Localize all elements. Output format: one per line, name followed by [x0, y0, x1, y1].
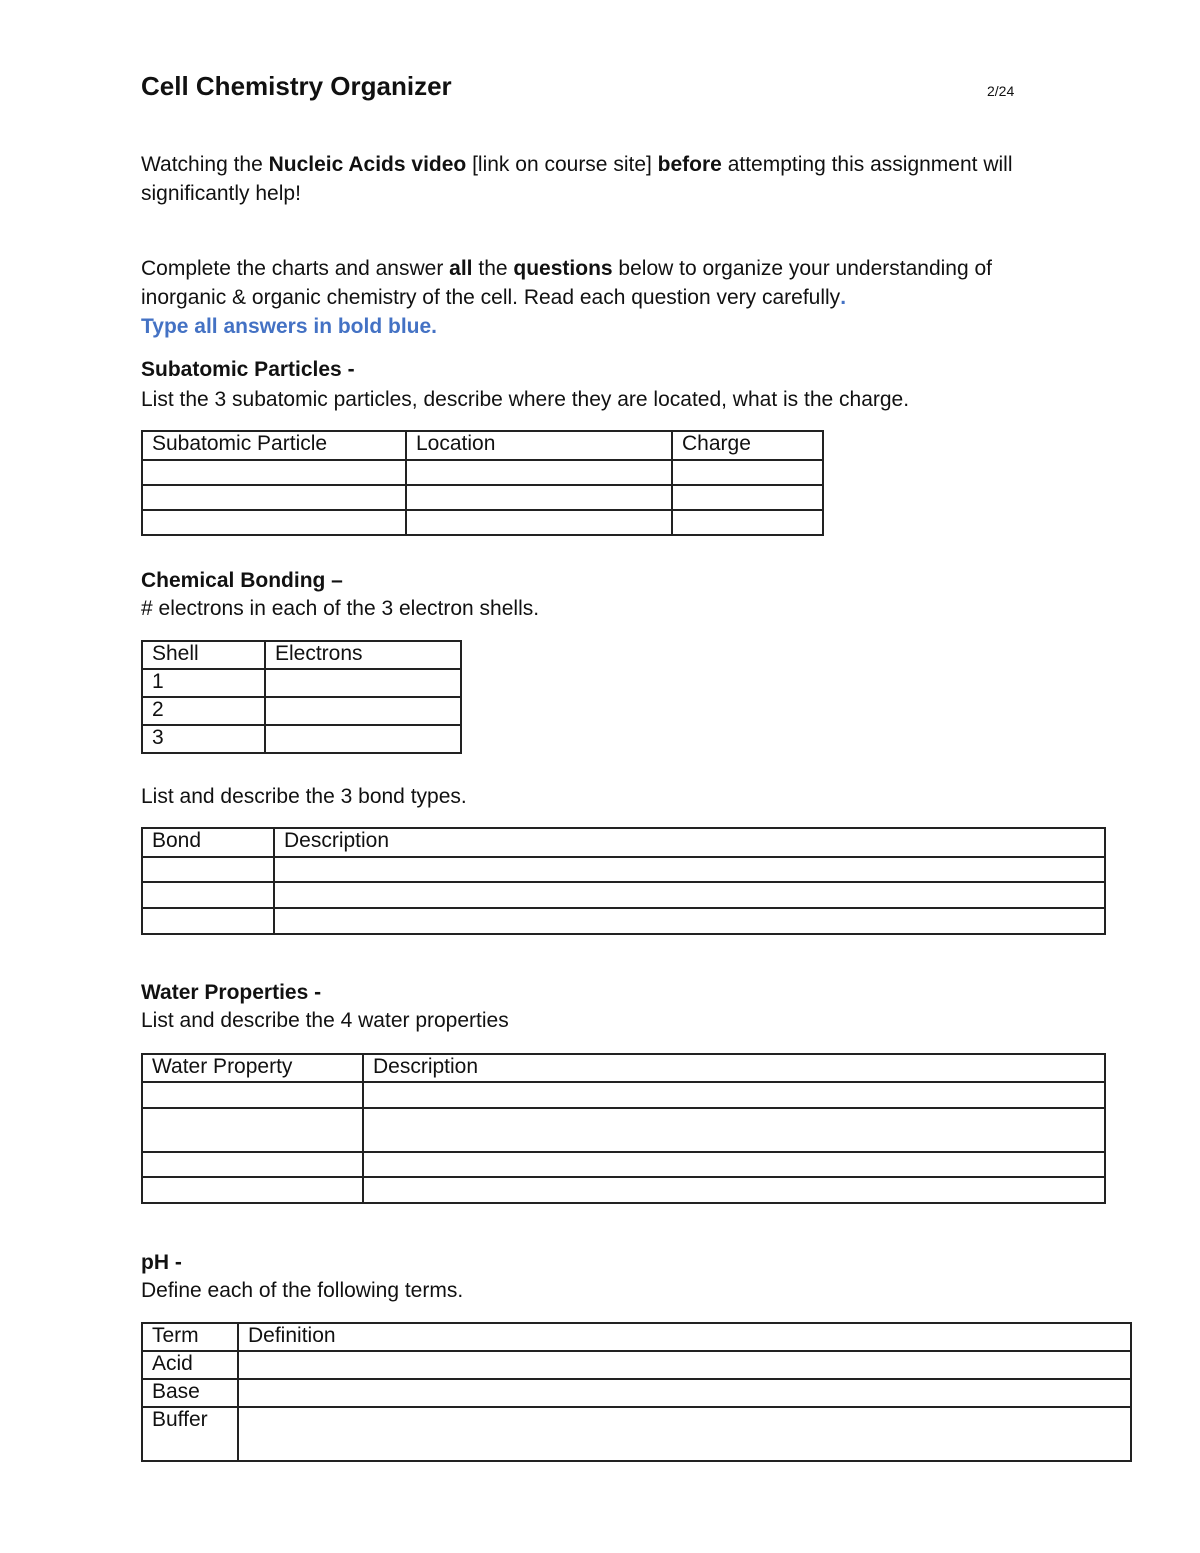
table-header-row: [142, 641, 461, 669]
bonding-instruction: # electrons in each of the 3 electron shells.: [141, 597, 540, 620]
answer-cell[interactable]: [672, 510, 823, 535]
table-row: [142, 1177, 1105, 1203]
answer-cell[interactable]: [274, 857, 1105, 882]
table-header-cell: Water Property: [142, 1054, 363, 1082]
answer-cell[interactable]: [274, 908, 1105, 934]
answer-cell[interactable]: [406, 485, 672, 510]
answer-cell[interactable]: [265, 669, 461, 697]
answer-cell[interactable]: [142, 485, 406, 510]
intro-bold-text: Nucleic Acids video: [268, 153, 467, 176]
answer-cell[interactable]: [142, 510, 406, 535]
table-row: [142, 697, 461, 725]
table-header-cell: Bond: [142, 828, 274, 857]
answer-instruction: Type all answers in bold blue.: [141, 315, 438, 338]
intro-bold-text: questions: [513, 257, 613, 280]
table-header-cell: Term: [142, 1323, 238, 1351]
table-row: [142, 510, 823, 535]
table-header-cell: Charge: [672, 431, 823, 460]
shell-number: 2: [142, 697, 265, 725]
answer-cell[interactable]: [142, 908, 274, 934]
table-row: [142, 669, 461, 697]
intro-bold-text: all: [449, 257, 473, 280]
intro-text: below to organize your understanding of: [612, 257, 993, 280]
table-header-cell: Description: [363, 1054, 1105, 1082]
answer-cell[interactable]: [265, 725, 461, 753]
table-row: [142, 882, 1105, 908]
document-title: Cell Chemistry Organizer: [141, 71, 452, 101]
water-heading: Water Properties -: [141, 981, 322, 1004]
shell-number: 3: [142, 725, 265, 753]
table-header-row: [142, 1323, 1131, 1351]
table-row: [142, 1379, 1131, 1407]
ph-heading: pH -: [141, 1251, 182, 1274]
table-row: [142, 725, 461, 753]
table-header-cell: Description: [274, 828, 1105, 857]
water-table: [141, 1053, 1106, 1204]
answer-cell[interactable]: [238, 1351, 1131, 1379]
table-row: [142, 1082, 1105, 1108]
table-row: [142, 460, 823, 485]
subatomic-table: [141, 430, 824, 536]
intro-paragraph-2: [141, 254, 992, 341]
intro-text: the: [472, 257, 514, 280]
answer-cell[interactable]: [406, 510, 672, 535]
shell-number: 1: [142, 669, 265, 697]
table-row: [142, 485, 823, 510]
table-row: [142, 857, 1105, 882]
intro-text: inorganic & organic chemistry of the cell. Read each question very carefully: [141, 286, 841, 309]
water-instruction: List and describe the 4 water properties: [141, 1009, 509, 1032]
table-header-row: [142, 828, 1105, 857]
table-header-cell: Electrons: [265, 641, 461, 669]
table-header-cell: Subatomic Particle: [142, 431, 406, 460]
answer-cell[interactable]: [142, 1177, 363, 1203]
intro-text: attempting this assignment will: [721, 153, 1013, 176]
answer-cell[interactable]: [238, 1379, 1131, 1407]
intro-paragraph-1: [141, 150, 1013, 208]
table-header-cell: Location: [406, 431, 672, 460]
answer-cell[interactable]: [142, 857, 274, 882]
answer-cell[interactable]: [363, 1108, 1105, 1152]
answer-cell[interactable]: [142, 1082, 363, 1108]
answer-cell[interactable]: [238, 1407, 1131, 1461]
answer-cell[interactable]: [363, 1152, 1105, 1177]
subatomic-instruction: List the 3 subatomic particles, describe where they are located, what is the charge.: [141, 388, 910, 411]
table-row: [142, 908, 1105, 934]
document-date: 2/24: [987, 83, 1015, 99]
intro-period: .: [840, 286, 847, 309]
answer-cell[interactable]: [406, 460, 672, 485]
bond-table: [141, 827, 1106, 935]
table-row: [142, 1351, 1131, 1379]
answer-cell[interactable]: [265, 697, 461, 725]
intro-text: Complete the charts and answer: [141, 257, 450, 280]
answer-cell[interactable]: [274, 882, 1105, 908]
table-header-row: [142, 1054, 1105, 1082]
term-cell: Buffer: [142, 1407, 238, 1461]
answer-cell[interactable]: [672, 485, 823, 510]
term-cell: Base: [142, 1379, 238, 1407]
answer-cell[interactable]: [142, 882, 274, 908]
answer-cell[interactable]: [363, 1177, 1105, 1203]
table-header-row: [142, 431, 823, 460]
table-row: [142, 1407, 1131, 1461]
intro-text: [link on course site]: [466, 153, 658, 176]
shell-table: [141, 640, 462, 754]
answer-cell[interactable]: [672, 460, 823, 485]
answer-cell[interactable]: [142, 460, 406, 485]
intro-text: Watching the: [141, 153, 269, 176]
ph-table: [141, 1322, 1132, 1462]
answer-cell[interactable]: [363, 1082, 1105, 1108]
table-header-cell: Definition: [238, 1323, 1131, 1351]
table-header-cell: Shell: [142, 641, 265, 669]
ph-instruction: Define each of the following terms.: [141, 1279, 464, 1302]
bond-instruction: List and describe the 3 bond types.: [141, 785, 467, 808]
answer-cell[interactable]: [142, 1152, 363, 1177]
intro-bold-text: before: [657, 153, 722, 176]
intro-text: significantly help!: [141, 182, 301, 205]
bonding-heading: Chemical Bonding –: [141, 569, 343, 592]
term-cell: Acid: [142, 1351, 238, 1379]
table-row: [142, 1152, 1105, 1177]
subatomic-heading: Subatomic Particles -: [141, 358, 355, 381]
answer-cell[interactable]: [142, 1108, 363, 1152]
table-row: [142, 1108, 1105, 1152]
